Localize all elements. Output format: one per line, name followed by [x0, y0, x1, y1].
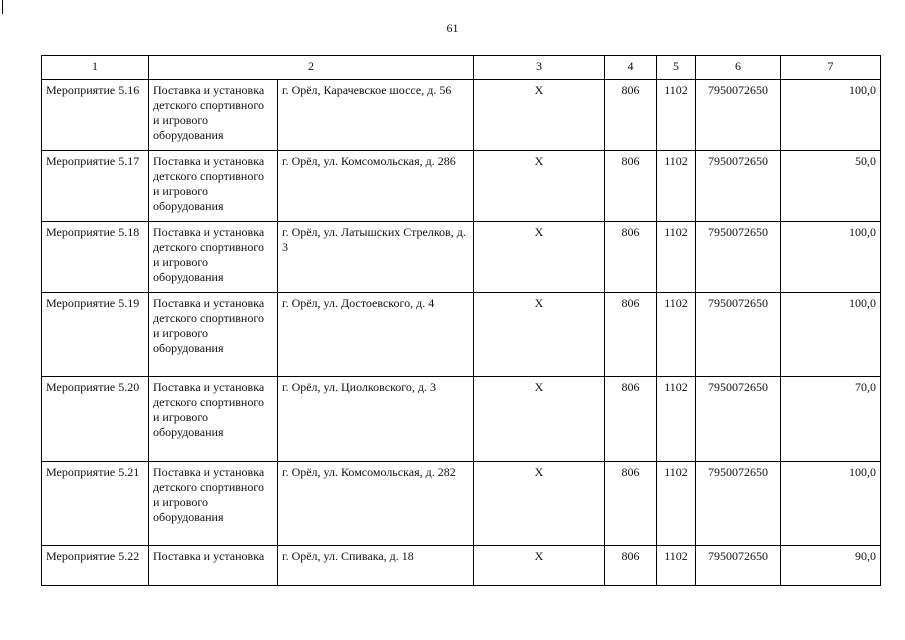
- col5-cell: 1102: [657, 462, 696, 546]
- col4-cell: 806: [605, 151, 657, 222]
- col3-cell: Х: [474, 377, 605, 462]
- col4-cell: 806: [605, 462, 657, 546]
- address-cell: г. Орёл, ул. Достоевского, д. 4: [278, 293, 474, 377]
- measure-cell: Мероприятие 5.20: [42, 377, 149, 462]
- page-number: 61: [446, 21, 459, 35]
- table-row: [42, 293, 881, 377]
- table-row: [42, 462, 881, 546]
- col6-cell: 7950072650: [696, 377, 781, 462]
- measure-cell: Мероприятие 5.16: [42, 80, 149, 151]
- col7-cell: 100,0: [781, 462, 881, 546]
- address-cell: г. Орёл, Карачевское шоссе, д. 56: [278, 80, 474, 151]
- page-corner-mark: [2, 0, 3, 14]
- col6-cell: 7950072650: [696, 293, 781, 377]
- table-row: [42, 80, 881, 151]
- col3-cell: Х: [474, 80, 605, 151]
- measure-cell: Мероприятие 5.21: [42, 462, 149, 546]
- address-cell: г. Орёл, ул. Спивака, д. 18: [278, 546, 474, 586]
- col3-cell: Х: [474, 546, 605, 586]
- header-col-3: 3: [474, 56, 605, 80]
- description-cell: Поставка и установка детского спортивного и игрового оборудования: [149, 222, 278, 293]
- address-cell: г. Орёл, ул. Комсомольская, д. 286: [278, 151, 474, 222]
- table-row: [42, 377, 881, 462]
- col7-cell: 100,0: [781, 293, 881, 377]
- col7-cell: 100,0: [781, 80, 881, 151]
- col4-cell: 806: [605, 377, 657, 462]
- col3-cell: Х: [474, 293, 605, 377]
- description-cell: Поставка и установка детского спортивного и игрового оборудования: [149, 462, 278, 546]
- col6-cell: 7950072650: [696, 80, 781, 151]
- col7-cell: 50,0: [781, 151, 881, 222]
- col6-cell: 7950072650: [696, 462, 781, 546]
- col4-cell: 806: [605, 293, 657, 377]
- measure-cell: Мероприятие 5.18: [42, 222, 149, 293]
- col3-cell: Х: [474, 462, 605, 546]
- description-cell: Поставка и установка детского спортивного и игрового оборудования: [149, 151, 278, 222]
- col4-cell: 806: [605, 80, 657, 151]
- table-body: [42, 80, 881, 586]
- measure-cell: Мероприятие 5.22: [42, 546, 149, 586]
- description-cell: Поставка и установка детского спортивного и игрового оборудования: [149, 377, 278, 462]
- header-col-4: 4: [605, 56, 657, 80]
- header-row: [42, 56, 881, 80]
- col3-cell: Х: [474, 222, 605, 293]
- budget-table: [41, 55, 881, 586]
- header-col-2: 2: [149, 56, 474, 80]
- table-row: [42, 546, 881, 586]
- col5-cell: 1102: [657, 546, 696, 586]
- col6-cell: 7950072650: [696, 222, 781, 293]
- table-row: [42, 151, 881, 222]
- header-col-7: 7: [781, 56, 881, 80]
- col5-cell: 1102: [657, 377, 696, 462]
- col7-cell: 100,0: [781, 222, 881, 293]
- description-cell: Поставка и установка детского спортивного и игрового оборудования: [149, 293, 278, 377]
- header-col-5: 5: [657, 56, 696, 80]
- col5-cell: 1102: [657, 293, 696, 377]
- col6-cell: 7950072650: [696, 546, 781, 586]
- col4-cell: 806: [605, 546, 657, 586]
- col4-cell: 806: [605, 222, 657, 293]
- header-col-1: 1: [42, 56, 149, 80]
- measure-cell: Мероприятие 5.19: [42, 293, 149, 377]
- measure-cell: Мероприятие 5.17: [42, 151, 149, 222]
- col5-cell: 1102: [657, 80, 696, 151]
- header-col-6: 6: [696, 56, 781, 80]
- description-cell: Поставка и установка детского спортивного и игрового оборудования: [149, 80, 278, 151]
- address-cell: г. Орёл, ул. Циолковского, д. 3: [278, 377, 474, 462]
- address-cell: г. Орёл, ул. Комсомольская, д. 282: [278, 462, 474, 546]
- table-row: [42, 222, 881, 293]
- address-cell: г. Орёл, ул. Латышских Стрелков, д. 3: [278, 222, 474, 293]
- col5-cell: 1102: [657, 222, 696, 293]
- col7-cell: 90,0: [781, 546, 881, 586]
- col3-cell: Х: [474, 151, 605, 222]
- col6-cell: 7950072650: [696, 151, 781, 222]
- description-cell: Поставка и установка: [149, 546, 278, 586]
- col5-cell: 1102: [657, 151, 696, 222]
- table-header: [42, 56, 881, 80]
- col7-cell: 70,0: [781, 377, 881, 462]
